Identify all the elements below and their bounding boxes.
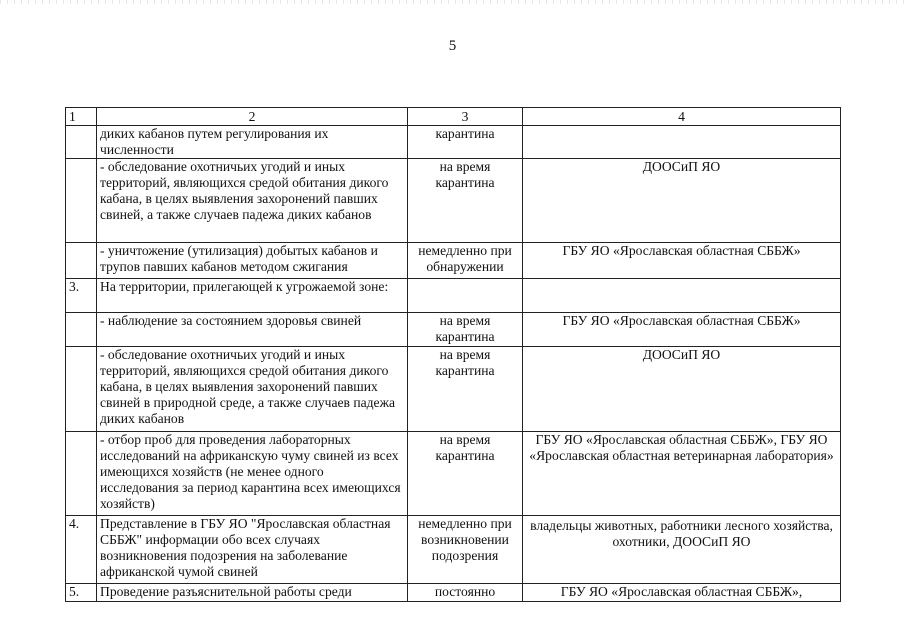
row-responsible [523, 126, 841, 159]
row-responsible: ДООСиП ЯО [523, 159, 841, 243]
row-number: 5. [66, 584, 97, 602]
row-term: немедленно при обнаружении [408, 243, 523, 279]
table-row [66, 347, 841, 432]
row-number [66, 313, 97, 347]
header-col-1: 1 [66, 108, 97, 126]
header-col-4: 4 [523, 108, 841, 126]
row-number [66, 347, 97, 432]
row-number: 4. [66, 516, 97, 584]
table-row [66, 279, 841, 313]
row-responsible: ГБУ ЯО «Ярославская областная СББЖ» [523, 313, 841, 347]
row-action: - обследование охотничьих угодий и иных территорий, являющихся средой обитания дикого кабана, в целях выявления захоронений павших свиней в природной среде, а также случаев падежа диких кабанов [97, 347, 408, 432]
row-action: - наблюдение за состоянием здоровья свиней [97, 313, 408, 347]
row-responsible: владельцы животных, работники лесного хозяйства, охотники, ДООСиП ЯО [523, 516, 841, 584]
page-number: 5 [448, 38, 457, 54]
row-responsible: ГБУ ЯО «Ярославская областная СББЖ», ГБУ ЯО «Ярославская областная ветеринарная лаборатория» [523, 432, 841, 516]
row-term: на время карантина [408, 159, 523, 243]
row-term: немедленно при возникновении подозрения [408, 516, 523, 584]
row-action: Проведение разъяснительной работы среди [97, 584, 408, 602]
header-col-2: 2 [97, 108, 408, 126]
row-number [66, 432, 97, 516]
measures-table [65, 107, 841, 602]
table-row [66, 313, 841, 347]
row-number: 3. [66, 279, 97, 313]
row-number [66, 243, 97, 279]
row-action: Представление в ГБУ ЯО "Ярославская областная СББЖ" информации обо всех случаях возникновения подозрения на заболевание африканской чумой свиней [97, 516, 408, 584]
row-term: карантина [408, 126, 523, 159]
row-responsible [523, 279, 841, 313]
row-action: На территории, прилегающей к угрожаемой зоне: [97, 279, 408, 313]
row-responsible: ДООСиП ЯО [523, 347, 841, 432]
table-row [66, 584, 841, 602]
row-action: диких кабанов путем регулирования их численности [97, 126, 408, 159]
row-responsible: ГБУ ЯО «Ярославская областная СББЖ» [523, 243, 841, 279]
row-term: на время карантина [408, 432, 523, 516]
row-number [66, 159, 97, 243]
table-row [66, 243, 841, 279]
row-term: на время карантина [408, 347, 523, 432]
row-action: - уничтожение (утилизация) добытых кабанов и трупов павших кабанов методом сжигания [97, 243, 408, 279]
row-term [408, 279, 523, 313]
table-row [66, 432, 841, 516]
row-term: на время карантина [408, 313, 523, 347]
scan-top-noise [0, 0, 905, 4]
table-row [66, 516, 841, 584]
header-col-3: 3 [408, 108, 523, 126]
row-responsible: ГБУ ЯО «Ярославская областная СББЖ», [523, 584, 841, 602]
row-action: - обследование охотничьих угодий и иных территорий, являющихся средой обитания дикого кабана, в целях выявления захоронений павших свиней, а также случаев падежа диких кабанов [97, 159, 408, 243]
table-row [66, 159, 841, 243]
row-number [66, 126, 97, 159]
row-action: - отбор проб для проведения лабораторных исследований на африканскую чуму свиней из всех имеющихся хозяйств (не менее одного исследования за период карантина всех имеющихся хозяйств) [97, 432, 408, 516]
row-term: постоянно [408, 584, 523, 602]
table-row [66, 126, 841, 159]
table-header-row [66, 108, 841, 126]
